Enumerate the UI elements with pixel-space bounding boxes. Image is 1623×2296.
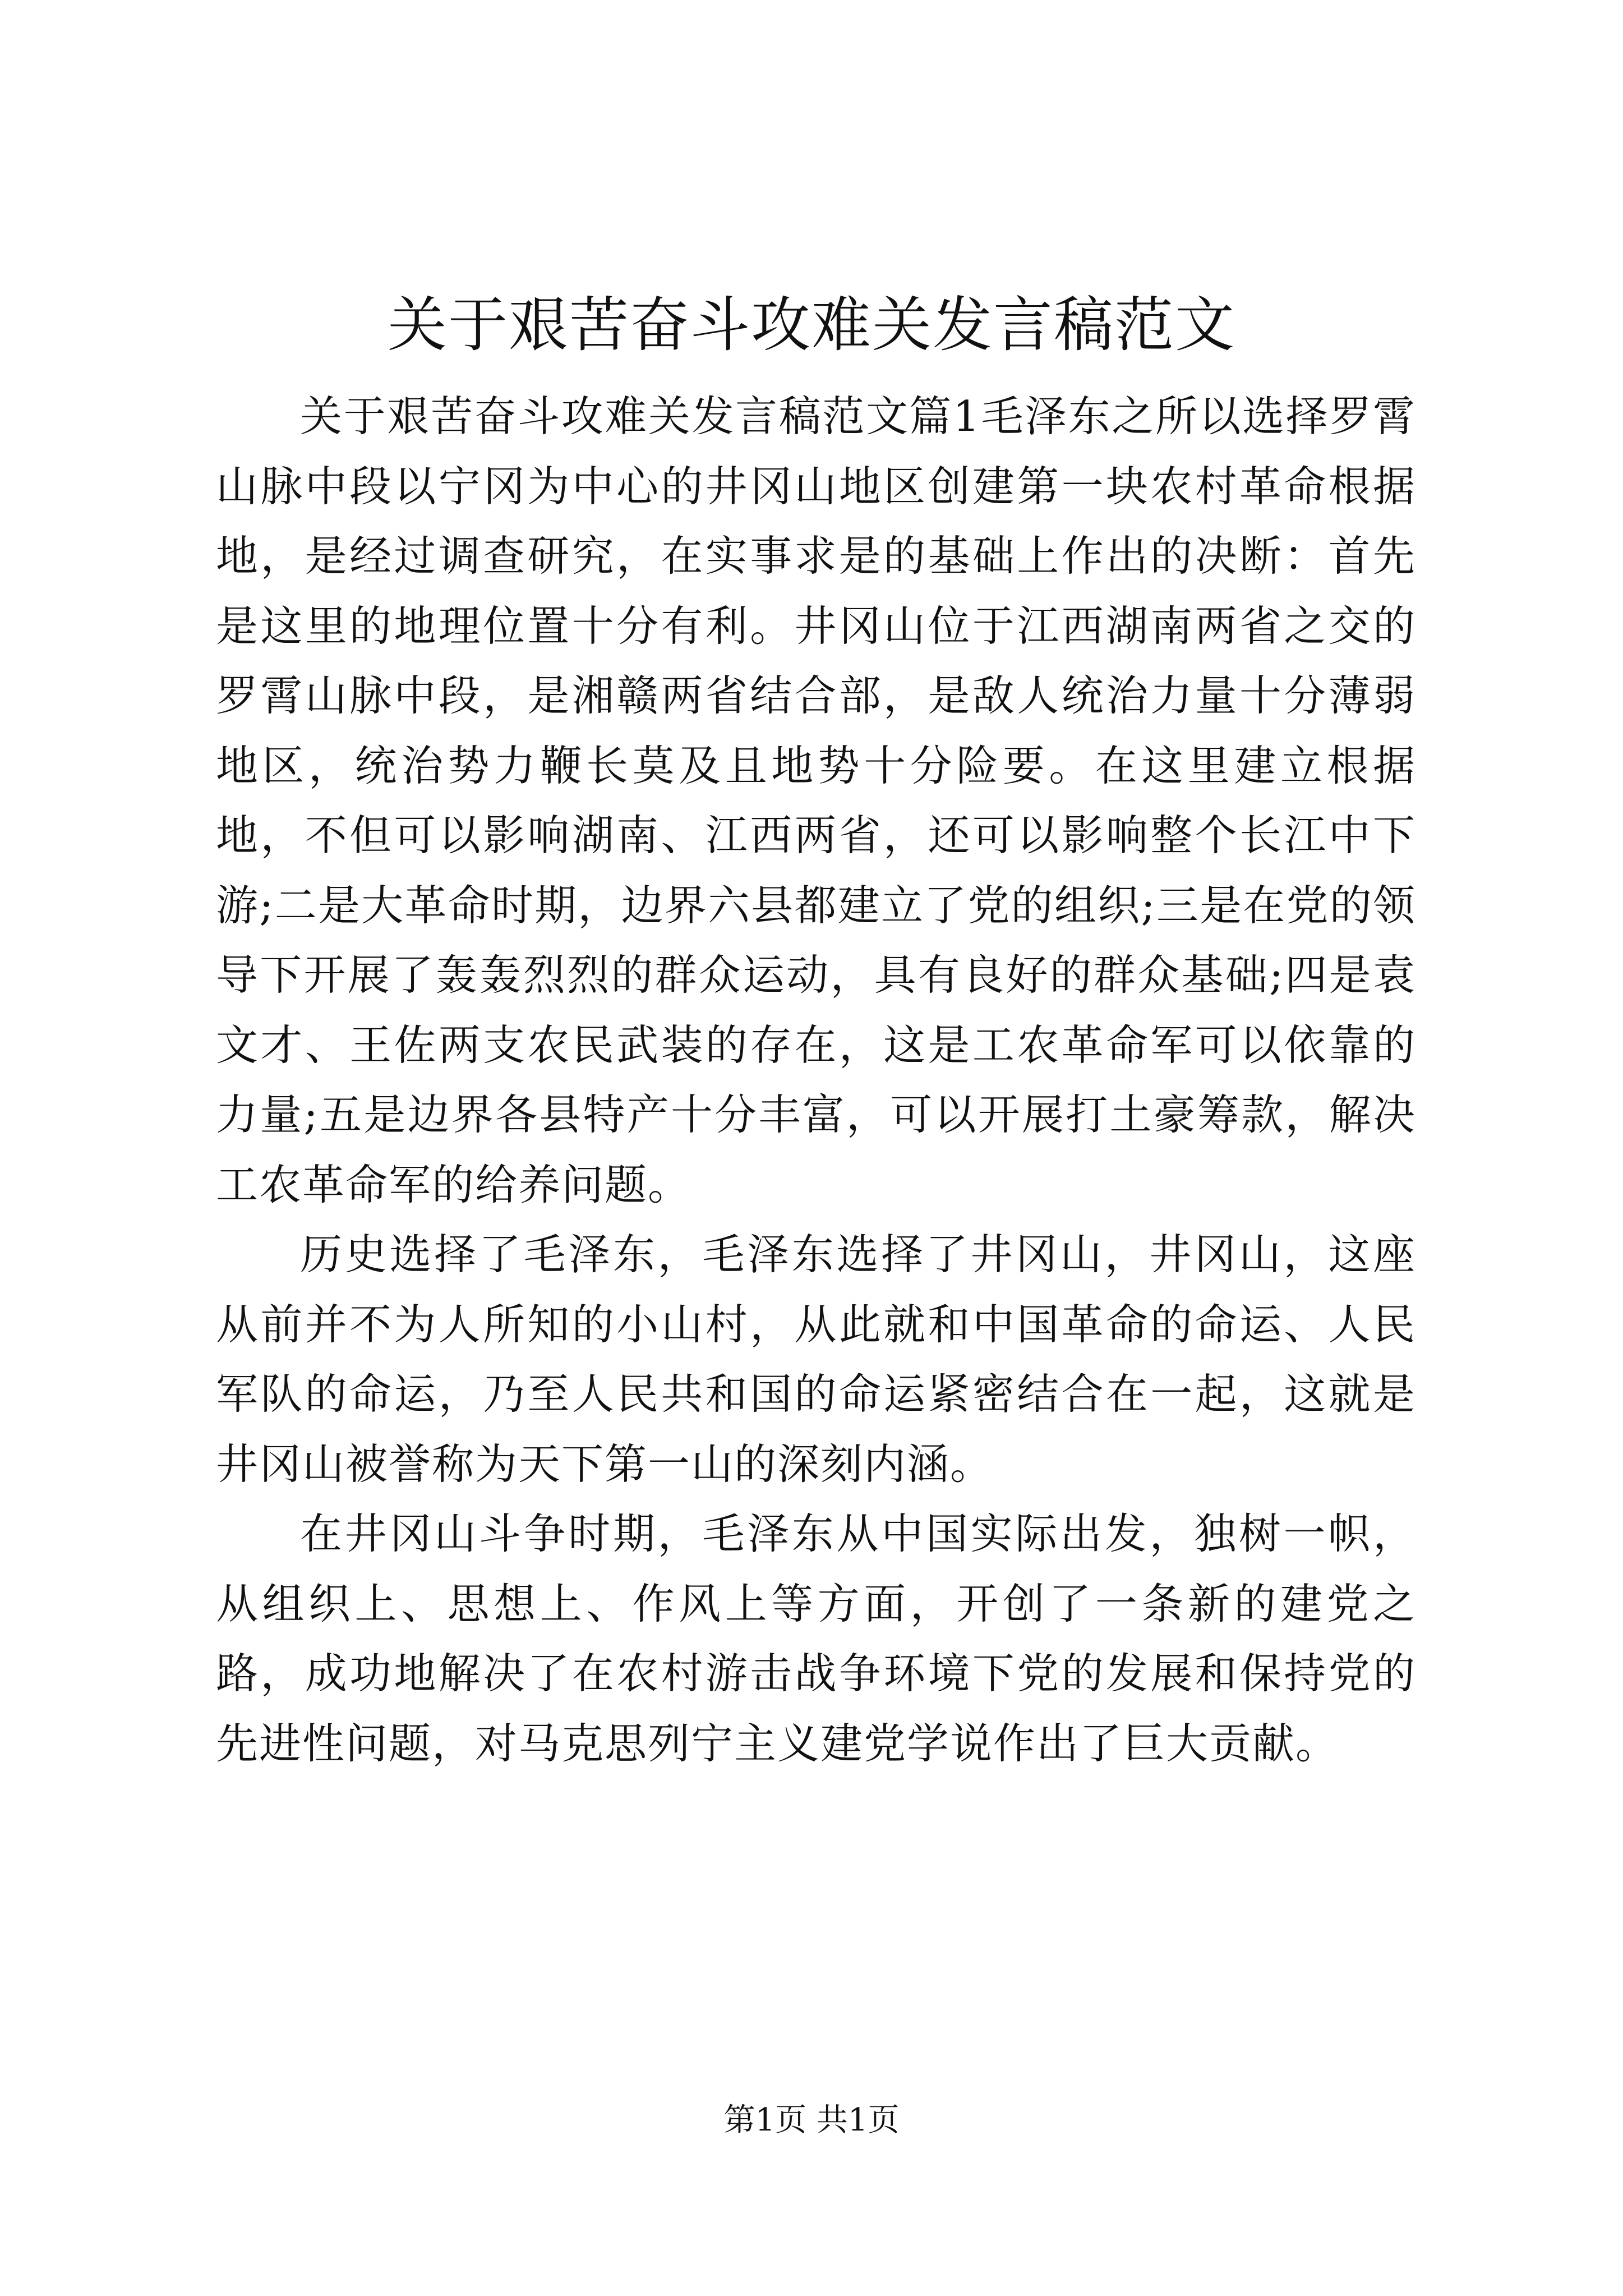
paragraph-1: 关于艰苦奋斗攻难关发言稿范文篇1毛泽东之所以选择罗霄山脉中段以宁冈为中心的井冈山地区创建第一块农村革命根据地，是经过调查研究，在实事求是的基础上作出的决断：首先是这里的地理位置十分有利。井冈山位于江西湖南两省之交的罗霄山脉中段，是湘赣两省结合部，是敌人统治力量十分薄弱地区，统治势力鞭长莫及且地势十分险要。在这里建立根据地，不但可以影响湖南、江西两省，还可以影响整个长江中下游;二是大革命时期，边界六县都建立了党的组织;三是在党的领导下开展了轰轰烈烈的群众运动，具有良好的群众基础;四是袁文才、王佐两支农民武装的存在，这是工农革命军可以依靠的力量;五是边界各县特产十分丰富，可以开展打土豪筹款，解决工农革命军的给养问题。 xyxy=(216,392,1416,1209)
paragraph-3: 在井冈山斗争时期，毛泽东从中国实际出发，独树一帜，从组织上、思想上、作风上等方面，开创了一条新的建党之路，成功地解决了在农村游击战争环境下党的发展和保持党的先进性问题，对马克思列宁主义建党学说作出了巨大贡献。 xyxy=(216,1509,1416,1768)
document-title: 关于艰苦奋斗攻难关发言稿范文 xyxy=(388,291,1235,360)
page-footer: 第1页 共1页 xyxy=(723,2102,900,2138)
document-body xyxy=(216,381,1416,1778)
paragraph-2: 历史选择了毛泽东，毛泽东选择了井冈山，井冈山，这座从前并不为人所知的小山村，从此就和中国革命的命运、人民军队的命运，乃至人民共和国的命运紧密结合在一起，这就是井冈山被誉称为天下第一山的深刻内涵。 xyxy=(216,1230,1416,1489)
